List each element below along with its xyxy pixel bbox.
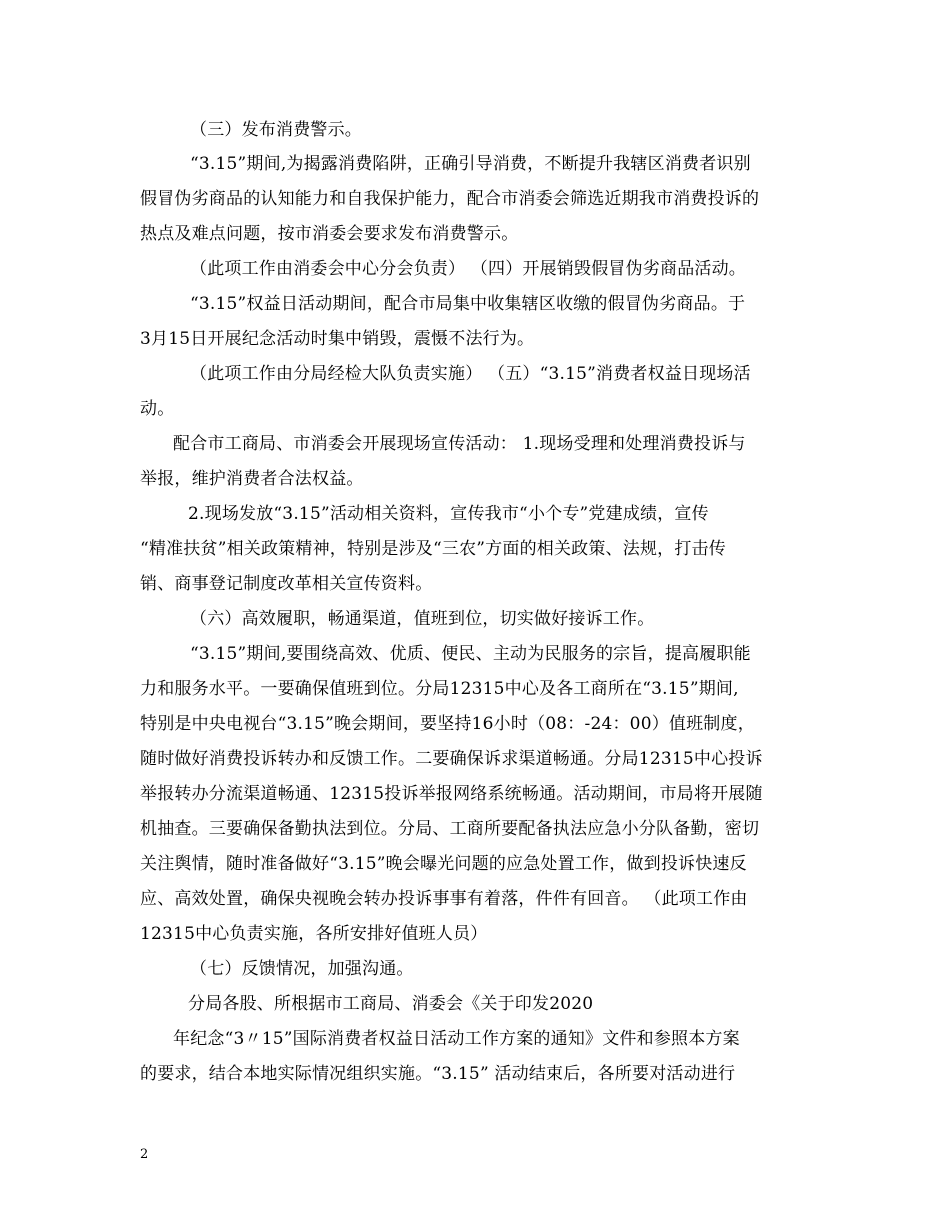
paragraph-line: 关注舆情，随时准备做好“3.15”晚会曝光问题的应急处置工作，做到投诉快速反 [140,854,747,874]
paragraph-line: 力和服务水平。一要确保值班到位。分局12315中心及各工商所在“3.15”期间, [140,679,739,699]
paragraph-line: （此项工作由消委会中心分会负责） （四）开展销毁假冒伪劣商品活动。 [190,259,747,279]
paragraph-line: （此项工作由分局经检大队负责实施） （五）“3.15”消费者权益日现场活 [190,364,751,384]
paragraph-line: 销、商事登记制度改革相关宣传资料。 [140,574,433,594]
section-heading: （六）高效履职，畅通渠道，值班到位，切实做好接诉工作。 [190,609,655,629]
paragraph-line: 年纪念“3〃15”国际消费者权益日活动工作方案的通知》文件和参照本方案 [173,1029,740,1049]
paragraph-line: 的要求，结合本地实际情况组织实施。“3.15” 活动结束后，各所要对活动进行 [140,1064,736,1084]
paragraph-line: “3.15”权益日活动期间，配合市局集中收集辖区收缴的假冒伪劣商品。于 [190,294,746,314]
paragraph-line: 机抽查。三要确保备勤执法到位。分局、工商所要配备执法应急小分队备勤，密切 [140,819,760,839]
paragraph-line: 应、高效处置，确保央视晚会转办投诉事事有着落，件件有回音。 （此项工作由 [140,889,748,909]
paragraph-line: “精准扶贫”相关政策精神，特别是涉及“三农”方面的相关政策、法规，打击传 [140,539,726,559]
paragraph-line: 3月15日开展纪念活动时集中销毁，震慑不法行为。 [140,329,535,349]
section-heading: （三）发布消费警示。 [190,120,362,140]
paragraph-line: 配合市工商局、市消委会开展现场宣传活动： 1.现场受理和处理消费投诉与 [173,434,746,454]
section-heading: （七）反馈情况，加强沟通。 [190,959,414,979]
paragraph-line: 2.现场发放“3.15”活动相关资料，宣传我市“小个专”党建成绩，宣传 [188,504,709,524]
paragraph-line: 动。 [140,399,175,419]
page-number: 2 [140,1147,149,1162]
paragraph-line: 随时做好消费投诉转办和反馈工作。二要确保诉求渠道畅通。分局12315中心投诉 [140,749,763,769]
paragraph-line: 特别是中央电视台“3.15”晚会期间，要坚持16小时（08：-24：00）值班制度， [140,714,755,734]
paragraph-line: 举报转办分流渠道畅通、12315投诉举报网络系统畅通。活动期间，市局将开展随 [140,784,763,804]
paragraph-line: “3.15”期间,为揭露消费陷阱，正确引导消费，不断提升我辖区消费者识别 [190,154,751,174]
paragraph-line: 假冒伪劣商品的认知能力和自我保护能力，配合市消委会筛选近期我市消费投诉的 [140,189,760,209]
paragraph-line: 分局各股、所根据市工商局、消委会《关于印发2020 [188,994,594,1014]
paragraph-line: 热点及难点问题，按市消委会要求发布消费警示。 [140,224,519,244]
paragraph-line: 举报，维护消费者合法权益。 [140,469,364,489]
paragraph-line: 12315中心负责实施，各所安排好值班人员） [140,924,488,944]
paragraph-line: “3.15”期间,要围绕高效、优质、便民、主动为民服务的宗旨，提高履职能 [190,644,751,664]
